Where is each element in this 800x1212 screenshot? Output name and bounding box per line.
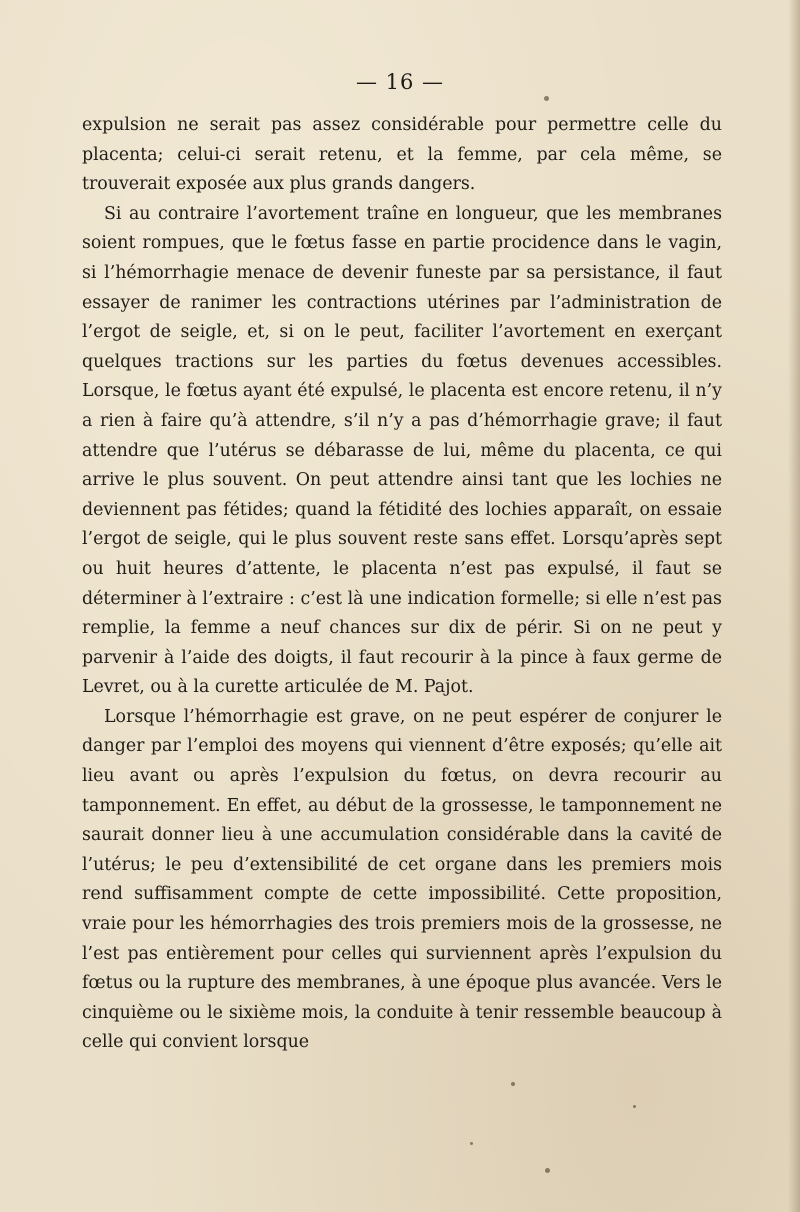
paper-speck xyxy=(470,1142,473,1145)
paper-speck xyxy=(544,96,549,101)
paragraph-2: Si au contraire l’avortement traîne en longueur, que les membranes soient rompues, que le fœtus fasse en partie procidence dans le vagin, si l’hémorrhagie menace de devenir funeste par sa persistance, il faut essayer de ranimer les contractions utérines par l’administration de l’ergot de seigle, et, si on le peut, faciliter l’avortement en exerçant quelques tractions sur les parties du fœtus devenues accessibles. Lorsque, le fœtus ayant été expulsé, le placenta est encore retenu, il n’y a rien à faire qu’à attendre, s’il n’y a pas d’hémorrhagie grave; il faut attendre que l’utérus se débarasse de lui, même du placenta, ce qui arrive le plus souvent. On peut attendre ainsi tant que les lochies ne deviennent pas fétides; quand la fétidité des lochies apparaît, on essaie l’ergot de seigle, qui le plus souvent reste sans effet. Lorsqu’après sept ou huit heures d’attente, le placenta n’est pas expulsé, il faut se déterminer à l’extraire : c’est là une indication formelle; si elle n’est pas remplie, la femme a neuf chances sur dix de périr. Si on ne peut y parvenir à l’aide des doigts, il faut recourir à la pince à faux germe de Levret, ou à la curette articulée de M. Pajot. xyxy=(82,203,722,698)
body-text xyxy=(82,111,722,1058)
paper-speck xyxy=(511,1082,515,1086)
paper-speck xyxy=(545,1168,550,1173)
page-edge-shadow xyxy=(788,0,800,1212)
paragraph-1: expulsion ne serait pas assez considérable pour permettre celle du placenta; celui-ci serait retenu, et la femme, par cela même, se trouverait exposée aux plus grands dangers. xyxy=(82,115,722,195)
paper-speck xyxy=(633,1105,636,1108)
paragraph-3: Lorsque l’hémorrhagie est grave, on ne peut espérer de conjurer le danger par l’emploi des moyens qui viennent d’être exposés; qu’elle ait lieu avant ou après l’expulsion du fœtus, on devra recourir au tamponnement. En effet, au début de la grossesse, le tamponnement ne saurait donner lieu à une accumulation considérable dans la cavité de l’utérus; le peu d’extensibilité de cet organe dans les premiers mois rend suffisamment compte de cette impossibilité. Cette proposition, vraie pour les hémorrhagies des trois premiers mois de la grossesse, ne l’est pas entièrement pour celles qui surviennent après l’expulsion du fœtus ou la rupture des membranes, à une époque plus avancée. Vers le cinquième ou le sixième mois, la conduite à tenir ressemble beaucoup à celle qui convient lorsque xyxy=(82,706,722,1053)
page-number: — 16 — xyxy=(355,70,445,94)
